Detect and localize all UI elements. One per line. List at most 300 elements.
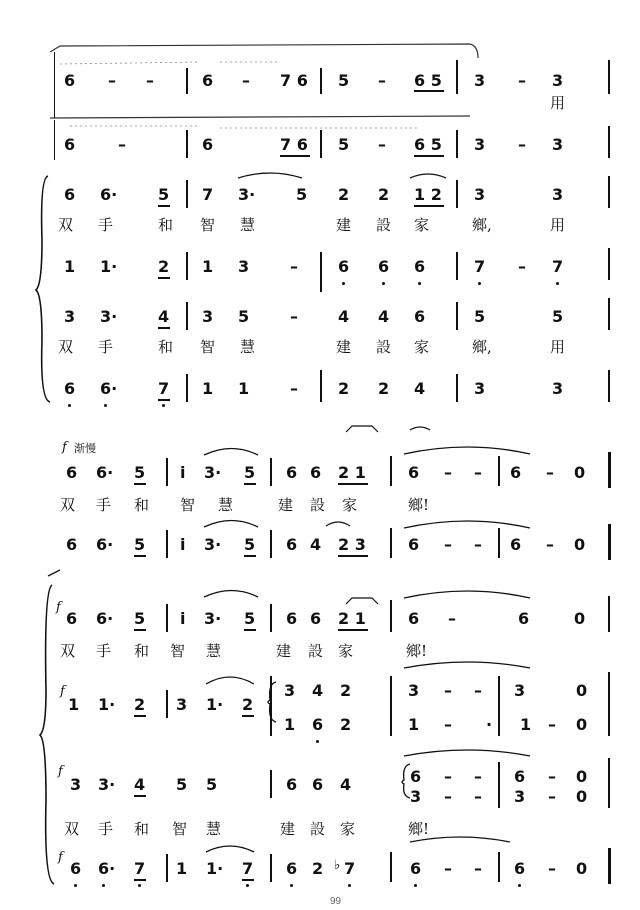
note: 2 <box>134 695 146 714</box>
note: 3· <box>238 185 256 204</box>
frame-line <box>54 120 55 160</box>
barline <box>186 130 188 158</box>
note: 1· <box>100 257 118 276</box>
dash: – <box>444 787 452 806</box>
barline <box>456 60 458 94</box>
lyric-syllable: 慧 <box>240 216 256 234</box>
staff-row-5 <box>0 306 640 338</box>
note: 3· <box>204 535 222 554</box>
barline <box>456 374 458 402</box>
note: 3 <box>552 71 564 90</box>
low-dot <box>518 884 521 887</box>
low-dot <box>138 884 141 887</box>
lyric-syllable: 家 <box>414 338 430 356</box>
barline <box>166 530 168 558</box>
dash: – <box>474 463 482 482</box>
barline <box>270 458 272 486</box>
note: 3 <box>238 257 250 276</box>
note: 1 <box>176 859 188 878</box>
lyric-syllable: 双 <box>58 216 74 234</box>
note: 6 <box>312 715 324 734</box>
dynamic-mark: f <box>56 600 61 615</box>
note: 5 <box>206 775 218 794</box>
note: 3· <box>204 463 222 482</box>
barline <box>166 604 168 632</box>
barline <box>166 690 168 718</box>
note: 6 <box>286 535 298 554</box>
lyric-syllable: 双 <box>60 496 76 514</box>
note: 3· <box>98 775 116 794</box>
note: 4 <box>312 681 324 700</box>
note: 2 <box>158 257 170 276</box>
barline <box>608 126 610 158</box>
barline <box>390 852 392 882</box>
barline <box>186 180 188 208</box>
underline <box>414 155 444 157</box>
note: 7 6 <box>280 135 308 154</box>
note: 3 <box>64 307 76 326</box>
barline <box>320 370 322 402</box>
underline <box>134 795 146 797</box>
final-barline <box>608 848 611 884</box>
note: 4 <box>134 775 146 794</box>
barline <box>390 600 392 632</box>
note: 6· <box>98 859 116 878</box>
note: 6 <box>408 535 420 554</box>
note: 7 6 <box>280 71 308 90</box>
note: 2 3 <box>338 535 366 554</box>
low-dot <box>102 884 105 887</box>
lyric-syllable: 手 <box>98 820 114 838</box>
barline <box>608 758 610 808</box>
note: 1· <box>206 695 224 714</box>
low-dot <box>382 282 385 285</box>
barline <box>270 604 272 632</box>
note: 7 <box>474 257 486 276</box>
note: 6 <box>410 859 422 878</box>
note: 6· <box>100 185 118 204</box>
note: 1 <box>68 695 80 714</box>
barline <box>390 528 392 558</box>
dash: – <box>444 681 452 700</box>
dash: – <box>474 859 482 878</box>
dash: – <box>118 135 126 154</box>
dash: – <box>474 535 482 554</box>
note: 4 <box>378 307 390 326</box>
underline <box>338 483 368 485</box>
note: 7 <box>134 859 146 878</box>
low-dot <box>162 404 165 407</box>
lyric-syllable: 設 <box>310 496 326 514</box>
dash: – <box>108 71 116 90</box>
staff-row-3 <box>0 184 640 216</box>
barline <box>498 762 500 808</box>
note: 3 <box>474 379 486 398</box>
lyric-syllable: 設 <box>310 820 326 838</box>
lyric-syllable: 智 <box>200 338 216 356</box>
lyric-syllable: 慧 <box>206 820 222 838</box>
note: 2 <box>312 859 324 878</box>
dash: – <box>146 71 154 90</box>
note: 1 <box>202 257 214 276</box>
lyric-syllable: 手 <box>98 338 114 356</box>
lyric-syllable: 用 <box>550 216 566 234</box>
note: 3· <box>204 609 222 628</box>
note: 3 <box>408 681 420 700</box>
dash: – <box>290 379 298 398</box>
note: 6 <box>64 185 76 204</box>
dash: – <box>518 135 526 154</box>
note: 6 <box>64 71 76 90</box>
underline <box>158 205 170 207</box>
underline <box>414 90 444 92</box>
note: 2 <box>242 695 254 714</box>
note: 5 <box>134 535 146 554</box>
dash: – <box>474 767 482 786</box>
lyric-syllable: 用 <box>550 94 566 112</box>
note: 6 5 <box>414 71 442 90</box>
dash: – <box>242 71 250 90</box>
dash: – <box>546 463 554 482</box>
frame-line <box>54 52 55 118</box>
note: 4 <box>414 379 426 398</box>
barline <box>320 252 322 292</box>
low-dot <box>342 282 345 285</box>
dot-mark: · <box>486 715 493 734</box>
dash: – <box>548 715 556 734</box>
note: 6 <box>66 463 78 482</box>
dash: – <box>548 859 556 878</box>
note: 5 <box>474 307 486 326</box>
lyric-syllable: 建 <box>336 216 352 234</box>
lyric-syllable: 鄉! <box>408 496 430 514</box>
note: 5 <box>238 307 250 326</box>
note: 1 <box>64 257 76 276</box>
note: 4 <box>158 307 170 326</box>
lyric-syllable: 設 <box>308 642 324 660</box>
final-barline <box>608 524 611 560</box>
lyric-row-1 <box>0 214 640 236</box>
note: 3 <box>552 135 564 154</box>
note: 3 <box>284 681 296 700</box>
note: 5 <box>244 535 256 554</box>
lyric-syllable: 手 <box>96 642 112 660</box>
note: 3 <box>552 185 564 204</box>
note: 3 <box>70 775 82 794</box>
dash: – <box>290 257 298 276</box>
lyric-syllable: 建 <box>280 820 296 838</box>
low-dot <box>478 282 481 285</box>
flat-sign: ♭ <box>334 858 341 873</box>
note: 2 <box>378 185 390 204</box>
note: 5 <box>176 775 188 794</box>
barline <box>608 248 610 280</box>
barline <box>186 68 188 94</box>
lyric-syllable: 慧 <box>218 496 234 514</box>
note: 6 <box>66 609 78 628</box>
underline <box>134 715 146 717</box>
barline <box>608 370 610 402</box>
barline <box>498 852 500 882</box>
note: 6 <box>510 463 522 482</box>
lyric-syllable: 家 <box>340 820 356 838</box>
barline <box>608 298 610 330</box>
lyric-syllable: 和 <box>134 496 150 514</box>
barline <box>320 130 322 158</box>
lyric-syllable: 鄉, <box>472 216 492 234</box>
note: 3 <box>410 787 422 806</box>
lyric-syllable: 手 <box>98 216 114 234</box>
dash: – <box>444 463 452 482</box>
barline <box>498 676 500 736</box>
note: 2 <box>340 681 352 700</box>
page-number: 99 <box>330 896 342 907</box>
underline <box>338 555 368 557</box>
underline <box>134 629 146 631</box>
note: 6 <box>338 257 350 276</box>
underline <box>280 155 310 157</box>
underline <box>414 205 444 207</box>
note: 7 <box>242 859 254 878</box>
note: 3 <box>514 787 526 806</box>
note: 6 <box>66 535 78 554</box>
note: 6 <box>310 463 322 482</box>
note: 6 <box>202 135 214 154</box>
barline <box>270 854 272 882</box>
note: 7 <box>344 859 356 878</box>
note: 6· <box>96 535 114 554</box>
note: 6 <box>510 535 522 554</box>
dynamic-mark: f <box>60 684 65 699</box>
note: 6 <box>64 379 76 398</box>
note: 1 2 <box>414 185 442 204</box>
note: 5 <box>244 609 256 628</box>
lyric-syllable: 双 <box>58 338 74 356</box>
note: 2 <box>338 185 350 204</box>
lyric-syllable: 智 <box>180 496 196 514</box>
note: 1 <box>284 715 296 734</box>
lyric-syllable: 鄉, <box>472 338 492 356</box>
lyric-syllable: 和 <box>158 338 174 356</box>
barline <box>270 770 272 798</box>
lyric-syllable: 手 <box>96 496 112 514</box>
barline <box>186 374 188 402</box>
note: 6 <box>286 859 298 878</box>
underline <box>158 327 170 329</box>
lyric-syllable: 設 <box>376 216 392 234</box>
note: 2 <box>378 379 390 398</box>
staff-row-9 <box>0 608 640 640</box>
note: 3 <box>474 135 486 154</box>
dash: – <box>548 787 556 806</box>
note: 1· <box>206 859 224 878</box>
barline <box>608 60 610 94</box>
dash: – <box>444 715 452 734</box>
lyric-row-5 <box>0 818 640 840</box>
note: 2 <box>338 379 350 398</box>
low-dot <box>246 884 249 887</box>
note: 0 <box>576 715 588 734</box>
lyric-row-2 <box>0 336 640 358</box>
note: 6 <box>378 257 390 276</box>
note: 0 <box>576 787 588 806</box>
note: 6 <box>408 609 420 628</box>
note: 3 <box>176 695 188 714</box>
dash: – <box>518 71 526 90</box>
dash: – <box>518 257 526 276</box>
note: 5 <box>158 185 170 204</box>
dash: – <box>448 609 456 628</box>
lyric-syllable: 和 <box>158 216 174 234</box>
barline <box>166 458 168 486</box>
dash: – <box>474 681 482 700</box>
note: 6 5 <box>414 135 442 154</box>
staff-row-12 <box>0 858 640 890</box>
note: 0 <box>576 681 588 700</box>
low-dot <box>290 884 293 887</box>
note: 6 <box>518 609 530 628</box>
lyric-syllable: 家 <box>338 642 354 660</box>
note: 0 <box>576 859 588 878</box>
barline <box>456 130 458 158</box>
dash: – <box>378 71 386 90</box>
note: 5 <box>134 463 146 482</box>
barline <box>456 252 458 280</box>
note: 3 <box>474 185 486 204</box>
low-dot <box>556 282 559 285</box>
note: 3 <box>202 307 214 326</box>
dash: – <box>548 767 556 786</box>
low-dot <box>348 884 351 887</box>
dash: – <box>378 135 386 154</box>
note: 5 <box>338 71 350 90</box>
barline <box>498 456 500 486</box>
note: 2 1 <box>338 463 366 482</box>
note: 0 <box>574 609 586 628</box>
underline <box>338 629 368 631</box>
note: 5 <box>134 609 146 628</box>
note: 3 <box>474 71 486 90</box>
dash: – <box>444 859 452 878</box>
barline <box>456 302 458 330</box>
note: 6 <box>202 71 214 90</box>
barline <box>390 456 392 486</box>
lyric-syllable: 用 <box>550 338 566 356</box>
dynamic-mark: f <box>58 850 63 865</box>
lyric-syllable: 双 <box>60 642 76 660</box>
low-dot <box>316 740 319 743</box>
note: 7 <box>202 185 214 204</box>
note: 4 <box>310 535 322 554</box>
underline <box>242 879 254 881</box>
note: 3 <box>552 379 564 398</box>
lyric-syllable: 建 <box>276 642 292 660</box>
underline <box>158 277 170 279</box>
lyric-syllable: 建 <box>278 496 294 514</box>
note: 6 <box>312 775 324 794</box>
note: 1 <box>238 379 250 398</box>
lyric-syllable: 鄉! <box>406 642 428 660</box>
barline <box>390 676 392 736</box>
barline <box>186 302 188 330</box>
underline <box>244 483 256 485</box>
lyric-syllable: 建 <box>336 338 352 356</box>
barline <box>608 176 610 208</box>
lyric-syllable: 智 <box>200 216 216 234</box>
note: 6 <box>310 609 322 628</box>
underline <box>244 555 256 557</box>
barline <box>270 676 272 736</box>
note: 6 <box>286 775 298 794</box>
note: 6· <box>96 609 114 628</box>
lyric-syllable: 慧 <box>240 338 256 356</box>
lyric-syllable: 和 <box>134 820 150 838</box>
lyric-row-4 <box>0 640 640 662</box>
underline <box>134 483 146 485</box>
tempo-mark: 渐慢 <box>74 442 96 455</box>
low-dot <box>414 884 417 887</box>
final-barline <box>608 452 611 488</box>
dash: – <box>444 767 452 786</box>
staff-row-8 <box>0 534 640 566</box>
note: i <box>180 609 186 628</box>
dash: – <box>474 787 482 806</box>
note: 5 <box>244 463 256 482</box>
low-dot <box>104 404 107 407</box>
lyric-row-3 <box>0 494 640 516</box>
lyric-syllable: 家 <box>342 496 358 514</box>
note: 6 <box>408 463 420 482</box>
lyric-syllable: 和 <box>134 642 150 660</box>
note: 0 <box>576 767 588 786</box>
barline <box>608 596 610 632</box>
note: 6 <box>410 767 422 786</box>
note: 6 <box>286 463 298 482</box>
note: 6· <box>96 463 114 482</box>
lyric-syllable: 智 <box>172 820 188 838</box>
note: 3 <box>514 681 526 700</box>
note: 7 <box>158 379 170 398</box>
note: i <box>180 535 186 554</box>
note: 0 <box>574 535 586 554</box>
barline <box>498 528 500 558</box>
low-dot <box>68 404 71 407</box>
underline <box>134 879 146 881</box>
staff-row-11b <box>0 786 640 818</box>
underline <box>158 399 170 401</box>
lyric-row-0 <box>0 92 640 114</box>
note: 6 <box>286 609 298 628</box>
note: 6 <box>414 307 426 326</box>
lyric-syllable: 家 <box>414 216 430 234</box>
note: 5 <box>338 135 350 154</box>
dash: – <box>444 535 452 554</box>
barline <box>270 530 272 558</box>
note: 6 <box>414 257 426 276</box>
note: 6· <box>100 379 118 398</box>
barline <box>456 180 458 208</box>
note: 1 <box>202 379 214 398</box>
dynamic-mark: f <box>58 764 63 779</box>
lyric-syllable: 鄉! <box>408 820 430 838</box>
note: 5 <box>552 307 564 326</box>
note: 2 1 <box>338 609 366 628</box>
barline <box>320 68 322 94</box>
lyric-syllable: 慧 <box>206 642 222 660</box>
note: 6 <box>70 859 82 878</box>
note: 6 <box>514 767 526 786</box>
dynamic-mark: f <box>62 440 67 455</box>
